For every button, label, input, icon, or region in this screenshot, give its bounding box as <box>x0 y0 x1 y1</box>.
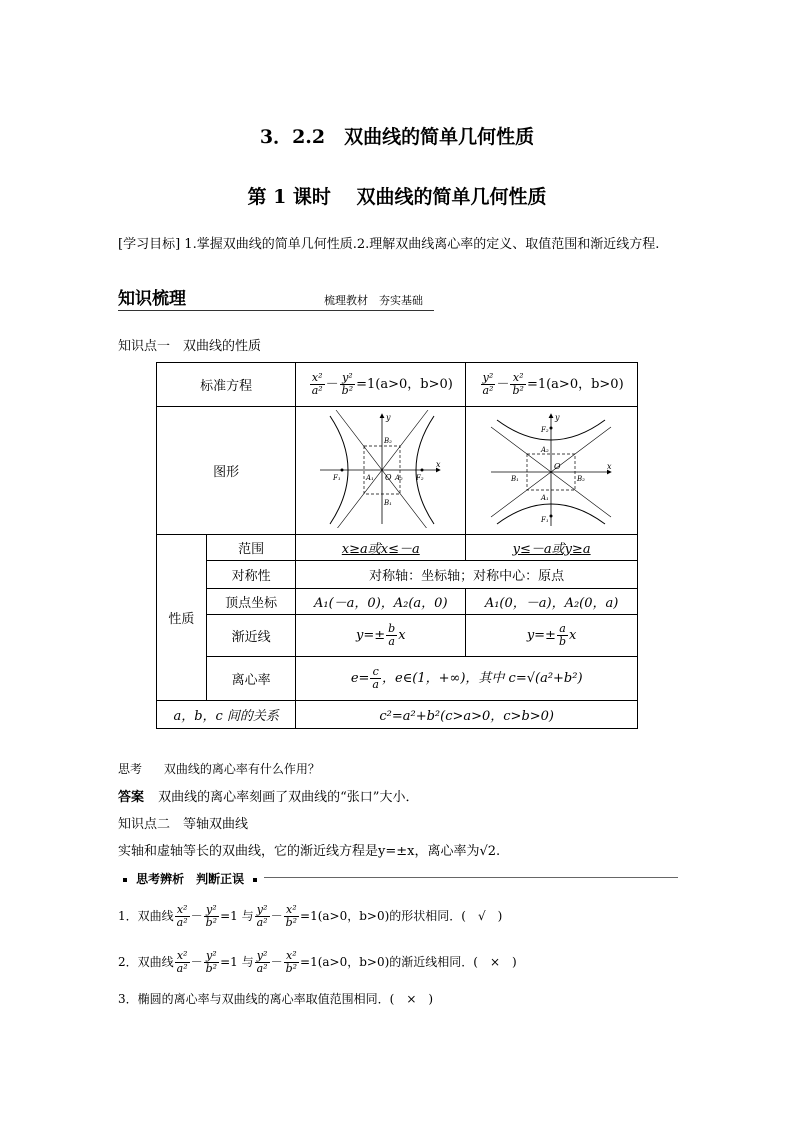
lesson-title: 第 1 课时 双曲线的简单几何性质 <box>247 186 547 208</box>
table-row <box>157 589 638 615</box>
graph-vertical-hyperbola <box>466 407 638 535</box>
vertex-a2-label: A₂ <box>540 445 549 454</box>
vertex-b2-label: B₂ <box>383 436 392 445</box>
axis-x-label: x <box>435 459 441 469</box>
vertex-a1-label: A₁ <box>365 473 374 482</box>
header-divider <box>118 310 434 311</box>
table-row <box>157 657 638 701</box>
axis-x-label: x <box>606 461 612 471</box>
judge-divider <box>264 877 678 878</box>
row-label-relation: a，b，c 间的关系 <box>157 701 296 729</box>
vertex-b1-label: B₁ <box>510 474 519 483</box>
graph-horizontal-hyperbola <box>296 407 466 535</box>
equation-x-axis: $\frac{\text{x²}}{\text{a²}}$ － $\frac{\text{y²}}{\text{b²}}$ =1(a>0，b>0) <box>296 363 466 407</box>
range-y-axis: y≤－a或y≥a <box>466 535 638 561</box>
table-row <box>157 407 638 535</box>
answer-text: 双曲线的离心率刻画了双曲线的“张口”大小． <box>158 790 419 805</box>
focus-f2-label: F₂ <box>540 425 549 434</box>
table-row <box>157 561 638 589</box>
judge-header <box>118 870 678 886</box>
knowledge-header-title: 知识梳理 <box>118 289 186 309</box>
eccentricity-value: e= $\frac{c}{a}$ ，e∈(1，+∞)，其中 c=√(a²+b²) <box>296 657 638 701</box>
vertex-x-axis: A₁(－a，0)，A₂(a，0) <box>296 589 466 615</box>
answer-label: 答案 <box>118 790 145 805</box>
axis-y-label: y <box>554 412 560 422</box>
eq1-tail: =1(a>0，b>0) <box>356 377 453 392</box>
question-2: 2．双曲线 $\frac{\text{x²}}{\text{a²}}$ － $\frac{\text{y²}}{\text{b²}}$ =1 与 $\frac{\text{y²}}{\text{a²}}$ － $\frac{\text{x²}}{\text{b²}}$ =1(a>0，b>0)的渐近线相同．( × ) <box>118 949 517 975</box>
learning-goals <box>118 231 688 258</box>
think-label: 思考 <box>118 762 143 776</box>
question-1: 1．双曲线 $\frac{\text{x²}}{\text{a²}}$ － $\frac{\text{y²}}{\text{b²}}$ =1 与 $\frac{\text{y²}}{\text{a²}}$ － $\frac{\text{x²}}{\text{b²}}$ =1(a>0，b>0)的形状相同．( √ ) <box>118 903 503 929</box>
answer-block <box>118 786 418 805</box>
vertex-a1-label: A₁ <box>540 493 549 502</box>
think-block <box>118 760 320 777</box>
row-label-eccentricity: 离心率 <box>206 657 296 701</box>
section-title: 3．2.2 双曲线的简单几何性质 <box>259 126 535 148</box>
goals-text: 1.掌握双曲线的简单几何性质.2.理解双曲线离心率的定义、取值范围和渐近线方程. <box>184 237 660 252</box>
origin-label: O <box>553 461 561 471</box>
origin-label: O <box>384 472 392 482</box>
focus-f1-label: F₁ <box>332 473 341 482</box>
asymptote-x-axis: y=± $\frac{b}{a}$ x <box>296 615 466 657</box>
row-label-graph: 图形 <box>157 407 296 535</box>
table-row <box>157 363 638 407</box>
vertex-b2-label: B₂ <box>576 474 585 483</box>
relation-value: c²=a²+b²(c>a>0，c>b>0) <box>296 701 638 729</box>
hyperbola-properties-table <box>156 362 638 729</box>
group-label-properties: 性质 <box>157 535 207 701</box>
question-3: 3．椭圆的离心率与双曲线的离心率取值范围相同．( × ) <box>118 992 434 1006</box>
think-question: 双曲线的离心率有什么作用？ <box>163 762 320 776</box>
table-row <box>157 701 638 729</box>
table-row <box>157 615 638 657</box>
knowledge-point-1-title: 知识点一 双曲线的性质 <box>118 339 262 354</box>
row-label-vertex: 顶点坐标 <box>206 589 296 615</box>
table-row <box>157 535 638 561</box>
focus-f2-label: F₂ <box>415 473 424 482</box>
axis-y-label: y <box>385 412 391 422</box>
asymptote-y-axis: y=± $\frac{a}{b}$ x <box>466 615 638 657</box>
goals-label: [学习目标] <box>118 237 181 252</box>
knowledge-point-2-text: 实轴和虚轴等长的双曲线，它的渐近线方程是y=±x，离心率为√2. <box>118 844 501 859</box>
row-label-symmetry: 对称性 <box>206 561 296 589</box>
vertex-a2-label: A₂ <box>394 473 403 482</box>
eq2-tail: =1(a>0，b>0) <box>526 377 624 392</box>
knowledge-header-subtitle: 梳理教材 夯实基础 <box>324 294 423 307</box>
equation-y-axis: $\frac{\text{y²}}{\text{a²}}$ － $\frac{\text{x²}}{\text{b²}}$ =1(a>0，b>0) <box>466 363 638 407</box>
range-x-axis: x≥a或x≤－a <box>296 535 466 561</box>
row-label-range: 范围 <box>206 535 296 561</box>
vertex-b1-label: B₁ <box>383 498 392 507</box>
bullet-icon <box>253 878 257 882</box>
knowledge-header <box>118 284 438 314</box>
knowledge-point-2-title: 知识点二 等轴双曲线 <box>118 817 249 832</box>
row-label-standard: 标准方程 <box>157 363 296 407</box>
vertex-y-axis: A₁(0，－a)，A₂(0，a) <box>466 589 638 615</box>
vertical-hyperbola-figure <box>487 410 617 528</box>
focus-f1-label: F₁ <box>540 515 549 524</box>
bullet-icon <box>123 878 127 882</box>
horizontal-hyperbola-figure <box>316 410 446 528</box>
judge-header-title: 思考辨析 判断正误 <box>136 872 245 886</box>
row-label-asymptote: 渐近线 <box>206 615 296 657</box>
symmetry-value: 对称轴：坐标轴；对称中心：原点 <box>296 561 638 589</box>
